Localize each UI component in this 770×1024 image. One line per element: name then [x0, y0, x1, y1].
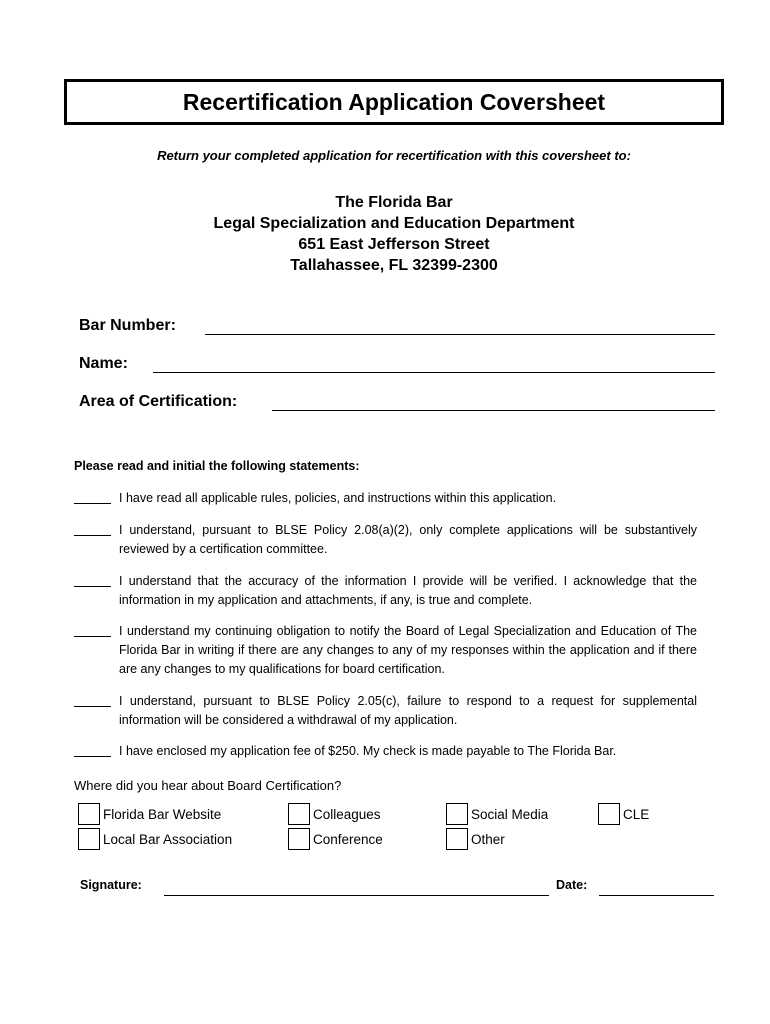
name-label: Name: — [79, 355, 128, 372]
checkbox-label: Florida Bar Website — [103, 806, 222, 822]
statement-item — [74, 622, 697, 679]
initial-blank[interactable] — [74, 756, 111, 757]
page-title: Recertification Application Coversheet — [182, 88, 606, 115]
statements-heading: Please read and initial the following statements: — [74, 459, 360, 473]
area-of-certification-label: Area of Certification: — [79, 393, 238, 410]
bar-number-label: Bar Number: — [79, 317, 176, 334]
initial-blank[interactable] — [74, 503, 111, 504]
checkbox-cle[interactable] — [598, 803, 649, 825]
checkbox-box[interactable] — [288, 828, 310, 850]
title-box — [64, 79, 724, 125]
statement-item — [74, 742, 697, 761]
statement-text: I understand, pursuant to BLSE Policy 2.05(c), failure to respond to a request for supplemental information will be considered a withdrawal of my application. — [119, 694, 697, 727]
checkbox-conference[interactable] — [288, 828, 383, 850]
checkbox-box[interactable] — [598, 803, 620, 825]
checkbox-other[interactable] — [446, 828, 505, 850]
statement-text: I understand my continuing obligation to notify the Board of Legal Specialization and Education of The Florida Bar in writing if there are any changes to any of my responses within the application and if there are any changes to my qualifications for board certification. — [119, 624, 697, 676]
statement-item — [74, 692, 697, 730]
name-field[interactable] — [153, 372, 715, 373]
statement-item — [74, 572, 697, 610]
bar-number-field[interactable] — [205, 334, 715, 335]
checkbox-social-media[interactable] — [446, 803, 548, 825]
date-label: Date: — [556, 878, 588, 892]
mailing-address — [0, 192, 770, 276]
checkbox-label: Conference — [313, 831, 383, 847]
checkbox-box[interactable] — [78, 803, 100, 825]
initial-blank[interactable] — [74, 636, 111, 637]
signature-label: Signature: — [80, 878, 142, 892]
area-of-certification-field[interactable] — [272, 410, 715, 411]
checkbox-florida-bar-website[interactable] — [78, 803, 221, 825]
initial-blank[interactable] — [74, 535, 111, 536]
signature-field[interactable] — [164, 895, 549, 896]
checkbox-label: Colleagues — [313, 806, 381, 822]
checkbox-box[interactable] — [78, 828, 100, 850]
checkbox-box[interactable] — [288, 803, 310, 825]
date-field[interactable] — [599, 895, 714, 896]
checkbox-label: Social Media — [471, 806, 549, 822]
statement-text: I understand that the accuracy of the information I provide will be verified. I acknowledge that the information in my application and attachments, if any, is true and complete. — [119, 574, 697, 607]
address-line-2: Legal Specialization and Education Department — [213, 215, 575, 232]
statement-text: I have read all applicable rules, policies, and instructions within this application. — [119, 491, 557, 505]
address-line-3: 651 East Jefferson Street — [298, 236, 490, 253]
address-line-4: Tallahassee, FL 32399-2300 — [290, 257, 498, 274]
statement-item — [74, 521, 697, 559]
statement-text: I understand, pursuant to BLSE Policy 2.08(a)(2), only complete applications will be substantively reviewed by a certification committee. — [119, 523, 697, 556]
hear-about-question: Where did you hear about Board Certification? — [74, 778, 342, 793]
checkbox-box[interactable] — [446, 803, 468, 825]
statement-text: I have enclosed my application fee of $250. My check is made payable to The Florida Bar. — [119, 744, 617, 758]
checkbox-local-bar-association[interactable] — [78, 828, 232, 850]
checkbox-colleagues[interactable] — [288, 803, 381, 825]
initial-blank[interactable] — [74, 586, 111, 587]
statement-item — [74, 489, 697, 508]
return-instruction: Return your completed application for recertification with this coversheet to: — [157, 148, 631, 163]
checkbox-box[interactable] — [446, 828, 468, 850]
checkbox-label: CLE — [623, 806, 650, 822]
initial-blank[interactable] — [74, 706, 111, 707]
checkbox-label: Other — [471, 831, 505, 847]
address-line-1: The Florida Bar — [335, 194, 453, 211]
checkbox-label: Local Bar Association — [103, 831, 233, 847]
